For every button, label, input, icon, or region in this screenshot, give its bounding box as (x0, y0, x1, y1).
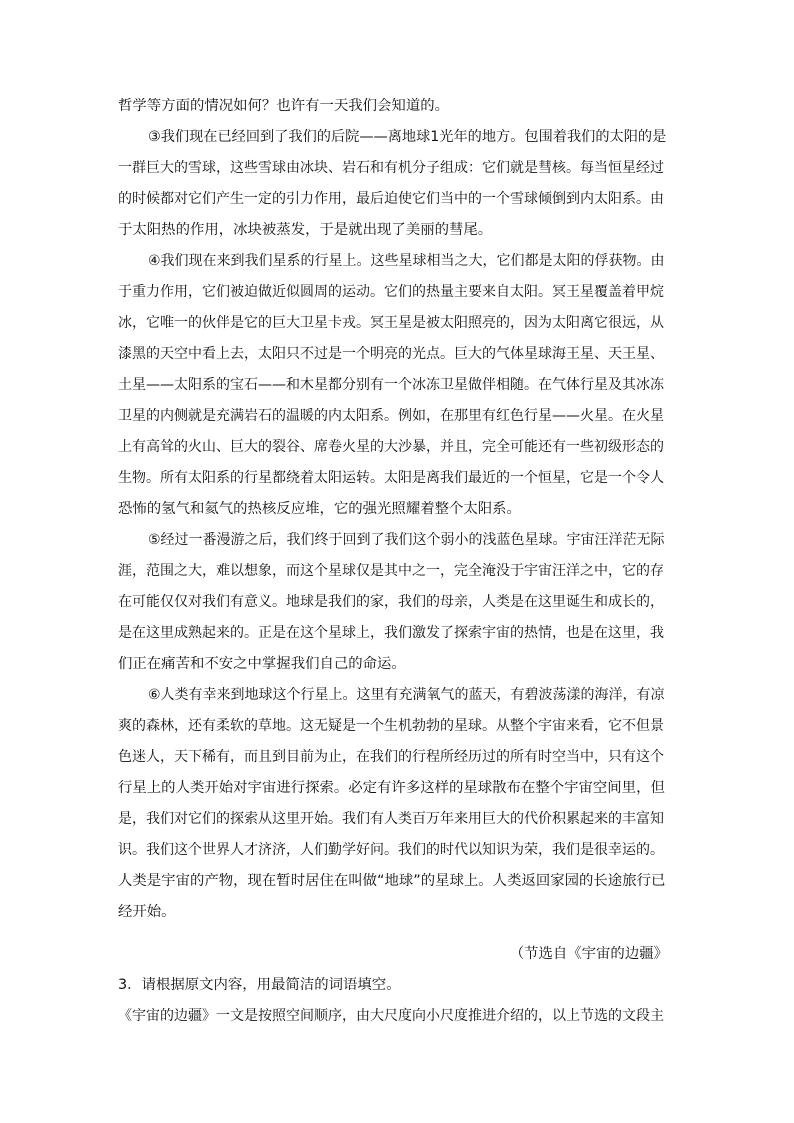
question-text: 《宇宙的边疆》一文是按照空间顺序，由大尺度向小尺度推进介绍的，以上节选的文段主 (118, 1008, 664, 1024)
question-prompt: 3．请根据原文内容，用最简洁的词语填空。 (118, 977, 401, 993)
paragraph-3-line: 于太阳热的作用，冰块被蒸发，于是就出现了美丽的彗尾。 (118, 222, 493, 238)
paragraph-4-line: 上有高耸的火山、巨大的裂谷、席卷火星的大沙暴，并且，完全可能还有一些初级形态的 (118, 439, 664, 455)
paragraph-6-line: 行星上的人类开始对宇宙进行探索。必定有许多这样的星球散布在整个宇宙空间里，但 (118, 780, 665, 796)
paragraph-4-line: 于重力作用，它们被迫做近似圆周的运动。它们的热量主要来自太阳。冥王星覆盖着甲烷 (118, 284, 664, 300)
paragraph-6-line: ⑥人类有幸来到地球这个行星上。这里有充满氧气的蓝天，有碧波荡漾的海洋，有凉 (148, 687, 665, 703)
paragraph-4-line: 生物。所有太阳系的行星都绕着太阳运转。太阳是离我们最近的一个恒星，它是一个令人 (118, 470, 664, 486)
paragraph-5-line: 在可能仅仅对我们有意义。地球是我们的家，我们的母亲，人类是在这里诞生和成长的， (118, 594, 664, 610)
paragraph-6-line: 经开始。 (118, 904, 176, 920)
paragraph-5-line: 是在这里成熟起来的。正是在这个星球上，我们激发了探索宇宙的热情，也是在这里，我 (118, 625, 664, 641)
paragraph-4-line: ④我们现在来到我们星系的行星上。这些星球相当之大，它们都是太阳的俘获物。由 (148, 253, 665, 269)
paragraph-3-line: 一群巨大的雪球，这些雪球由冰块、岩石和有机分子组成：它们就是彗核。每当恒星经过 (118, 160, 664, 176)
paragraph-6-line: 人类是宇宙的产物，现在暂时居住在叫做“地球”的星球上。人类返回家园的长途旅行已 (118, 873, 666, 889)
paragraph-5-line: 涯，范围之大，难以想象，而这个星球仅是其中之一，完全淹没于宇宙汪洋之中，它的存 (118, 563, 664, 579)
paragraph-5-line: 们正在痛苦和不安之中掌握我们自己的命运。 (118, 656, 406, 672)
paragraph-6-line: 识。我们这个世界人才济济，人们勤学好问。我们的时代以知识为荣，我们是很幸运的。 (118, 842, 664, 858)
paragraph-line: 哲学等方面的情况如何？也许有一天我们会知道的。 (118, 98, 449, 114)
source-citation: （节选自《宇宙的边疆》 (509, 946, 668, 962)
paragraph-3-line: 的时候都对它们产生一定的引力作用，最后迫使它们当中的一个雪球倾倒到内太阳系。由 (118, 191, 664, 207)
paragraph-6-line: 是，我们对它们的探索从这里开始。我们有人类百万年来用巨大的代价积累起来的丰富知 (118, 811, 664, 827)
paragraph-6-line: 爽的森林，还有柔软的草地。这无疑是一个生机勃勃的星球。从整个宇宙来看，它不但景 (118, 718, 664, 734)
paragraph-4-line: 卫星的内侧就是充满岩石的温暖的内太阳系。例如，在那里有红色行星——火星。在火星 (118, 408, 664, 424)
paragraph-4-line: 恐怖的氢气和氦气的热核反应堆，它的强光照耀着整个太阳系。 (118, 501, 521, 517)
paragraph-3-line: ③我们现在已经回到了我们的后院——离地球1光年的地方。包围着我们的太阳的是 (148, 129, 667, 145)
paragraph-6-line: 色迷人，天下稀有，而且到目前为止，在我们的行程所经历过的所有时空当中，只有这个 (118, 749, 664, 765)
paragraph-4-line: 土星——太阳系的宝石——和木星都分别有一个冰冻卫星做伴相随。在气体行星及其冰冻 (118, 377, 664, 393)
paragraph-4-line: 漆黑的天空中看上去，太阳只不过是一个明亮的光点。巨大的气体星球海王星、天王星、 (118, 346, 664, 362)
paragraph-5-line: ⑤经过一番漫游之后，我们终于回到了我们这个弱小的浅蓝色星球。宇宙汪洋茫无际 (148, 532, 665, 548)
paragraph-4-line: 冰，它唯一的伙伴是它的巨大卫星卡戎。冥王星是被太阳照亮的，因为太阳离它很远，从 (118, 315, 664, 331)
